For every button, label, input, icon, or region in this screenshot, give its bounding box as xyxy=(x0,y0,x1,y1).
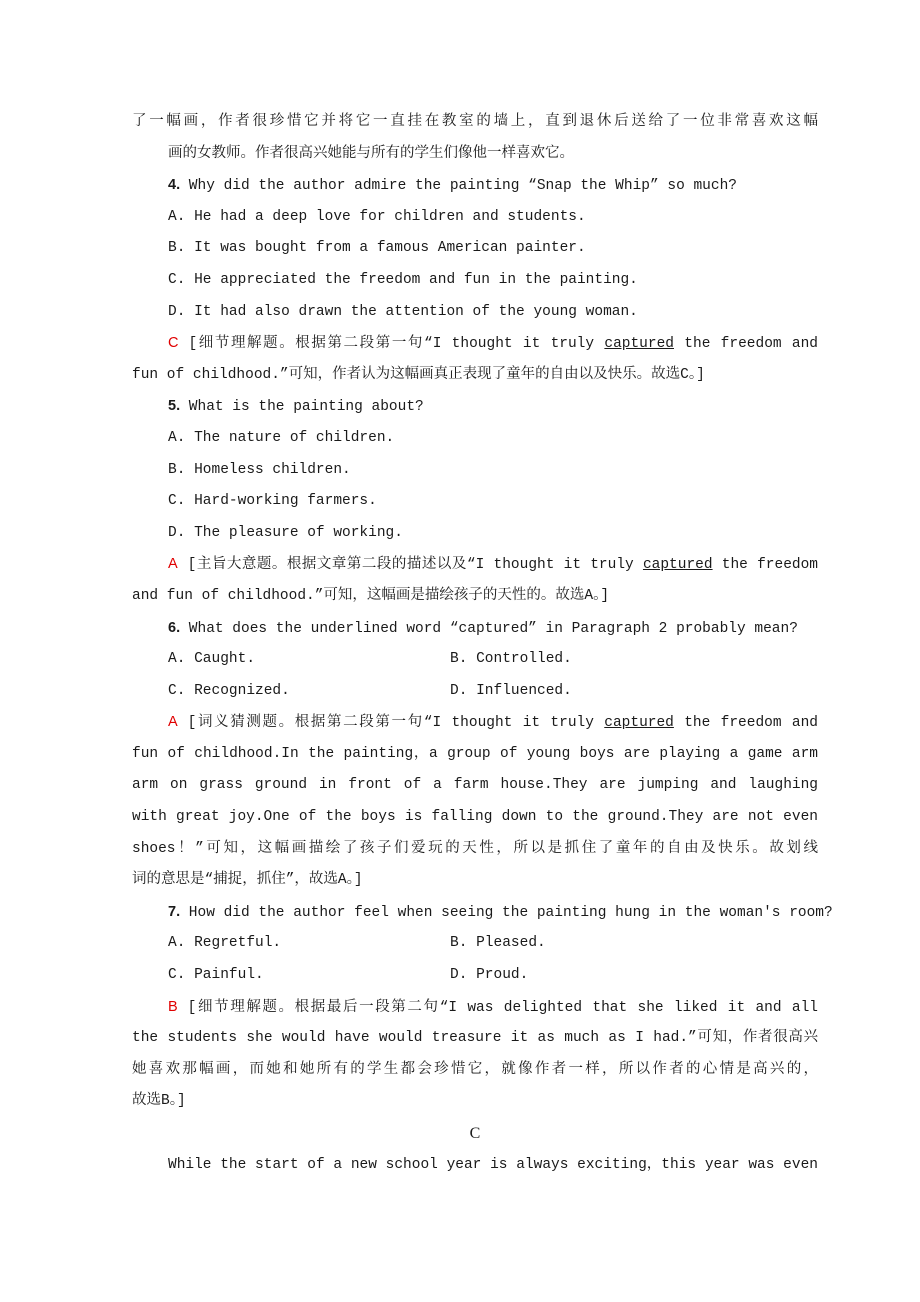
explanation-line xyxy=(132,549,818,581)
question-4 xyxy=(132,170,818,202)
explanation-line: fun of childhood.In the painting，a group of young boys are playing a game arm xyxy=(132,745,818,762)
intro-line: 画的女教师。作者很高兴她能与所有的学生们像他一样喜欢它。 xyxy=(168,145,574,162)
option-row xyxy=(132,644,818,676)
option-row xyxy=(132,960,818,992)
option: C. Recognized. xyxy=(168,682,290,699)
question-5 xyxy=(132,391,818,423)
explanation-line xyxy=(132,328,818,360)
explanation-text: [细节理解题。根据最后一段第二句“I was delighted that she liked it and all xyxy=(187,999,818,1016)
document-page xyxy=(132,107,833,1181)
explanation-text: the freedom and xyxy=(673,715,818,732)
option-row xyxy=(132,676,818,708)
section-heading: C xyxy=(469,1125,481,1142)
question-number: 7. xyxy=(168,903,181,920)
explanation-text: [词义猜测题。根据第二段第一句“I thought it truly xyxy=(187,715,605,732)
answer-letter: C xyxy=(168,335,179,352)
question-7 xyxy=(132,897,833,929)
underlined-word: captured xyxy=(642,557,713,574)
explanation-text: the freedom xyxy=(712,557,818,574)
explanation-line: 故选B。] xyxy=(132,1093,186,1110)
answer-letter: B xyxy=(168,998,178,1015)
question-number: 4. xyxy=(168,177,181,194)
question-number: 6. xyxy=(168,619,181,636)
explanation-line xyxy=(132,707,818,739)
option: A. He had a deep love for children and students. xyxy=(168,208,586,225)
question-number: 5. xyxy=(168,398,181,415)
question-6 xyxy=(132,613,818,645)
option: B. It was bought from a famous American painter. xyxy=(168,240,586,257)
explanation-text: [细节理解题。根据第二段第一句“I thought it truly xyxy=(188,336,605,353)
explanation-line: and fun of childhood.”可知，这幅画是描绘孩子的天性的。故选A。] xyxy=(132,587,610,604)
question-text: How did the author feel when seeing the painting hung in the woman's room? xyxy=(188,904,833,921)
option: B. Homeless children. xyxy=(168,461,351,478)
option: C. He appreciated the freedom and fun in the painting. xyxy=(168,271,638,288)
option: C. Hard-working farmers. xyxy=(168,493,377,510)
option: A. The nature of children. xyxy=(168,429,395,446)
underlined-word: captured xyxy=(604,336,674,353)
option: D. The pleasure of working. xyxy=(168,524,403,541)
explanation-text: the freedom and xyxy=(674,336,818,353)
explanation-line: with great joy.One of the boys is falling down to the ground.They are not even xyxy=(132,809,818,826)
question-text: What is the painting about? xyxy=(188,399,424,416)
option: A. Caught. xyxy=(168,651,256,668)
explanation-text: [主旨大意题。根据文章第二段的描述以及“I thought it truly xyxy=(187,557,643,574)
explanation-line: arm on grass ground in front of a farm house.They are jumping and laughing xyxy=(132,777,818,794)
explanation-line: 词的意思是“捕捉，抓住”，故选A。] xyxy=(132,872,363,889)
question-text: Why did the author admire the painting “Snap the Whip” so much? xyxy=(188,178,737,195)
explanation-line: the students she would have would treasure it as much as I had.”可知，作者很高兴 xyxy=(132,1030,818,1047)
question-text: What does the underlined word “captured” in Paragraph 2 probably mean? xyxy=(188,620,798,637)
explanation-line: fun of childhood.”可知，作者认为这幅画真正表现了童年的自由以及快乐。故选C。] xyxy=(132,366,705,383)
answer-letter: A xyxy=(168,714,178,731)
option: C. Painful. xyxy=(168,967,264,984)
intro-line: 了一幅画，作者很珍惜它并将它一直挂在教室的墙上，直到退休后送给了一位非常喜欢这幅 xyxy=(132,114,818,130)
option: D. Proud. xyxy=(450,967,529,984)
option: D. It had also drawn the attention of the young woman. xyxy=(168,303,638,320)
option: D. Influenced. xyxy=(450,682,572,699)
option: B. Controlled. xyxy=(450,651,572,668)
option: B. Pleased. xyxy=(450,935,546,952)
explanation-line xyxy=(132,992,818,1024)
explanation-line: shoes！”可知，这幅画描绘了孩子们爱玩的天性，所以是抓住了童年的自由及快乐。故划线 xyxy=(132,840,818,857)
answer-letter: A xyxy=(168,556,178,573)
option-row xyxy=(132,928,818,960)
passage-line: While the start of a new school year is always exciting，this year was even xyxy=(168,1156,818,1173)
explanation-line: 她喜欢那幅画，而她和她所有的学生都会珍惜它，就像作者一样，所以作者的心情是高兴的， xyxy=(132,1061,818,1078)
option: A. Regretful. xyxy=(168,935,282,952)
underlined-word: captured xyxy=(604,715,674,732)
